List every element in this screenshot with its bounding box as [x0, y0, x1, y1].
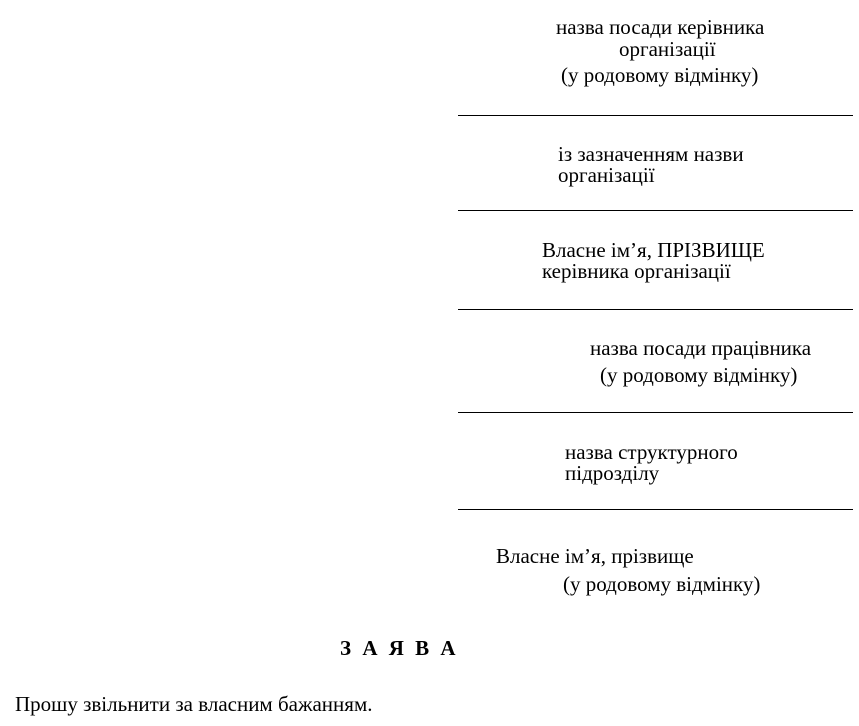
- employee-position-hint-line2: (у родовому відмінку): [600, 363, 798, 387]
- organization-hint-line1: із зазначенням назви: [558, 142, 744, 166]
- organization-field-line[interactable]: [458, 210, 853, 211]
- director-name-field-line[interactable]: [458, 309, 853, 310]
- department-hint-line2: підрозділу: [565, 461, 660, 485]
- organization-hint-line2: організації: [558, 163, 655, 187]
- director-name-hint-line1: Власне ім’я, ПРІЗВИЩЕ: [542, 238, 765, 262]
- employee-name-hint-line1: Власне ім’я, прізвище: [496, 544, 694, 568]
- director-position-hint-line2: організації: [619, 37, 716, 61]
- document-body-text: Прошу звільнити за власним бажанням.: [15, 692, 373, 716]
- director-position-hint-line1: назва посади керівника: [556, 15, 765, 39]
- director-position-field-line[interactable]: [458, 115, 853, 116]
- employee-position-hint-line1: назва посади працівника: [590, 336, 812, 360]
- document-title: З А Я В А: [340, 636, 459, 660]
- director-position-hint-line3: (у родовому відмінку): [561, 63, 759, 87]
- department-hint-line1: назва структурного: [565, 440, 738, 464]
- department-field-line[interactable]: [458, 509, 853, 510]
- director-name-hint-line2: керівника організації: [542, 259, 731, 283]
- employee-position-field-line[interactable]: [458, 412, 853, 413]
- employee-name-hint-line2: (у родовому відмінку): [563, 572, 761, 596]
